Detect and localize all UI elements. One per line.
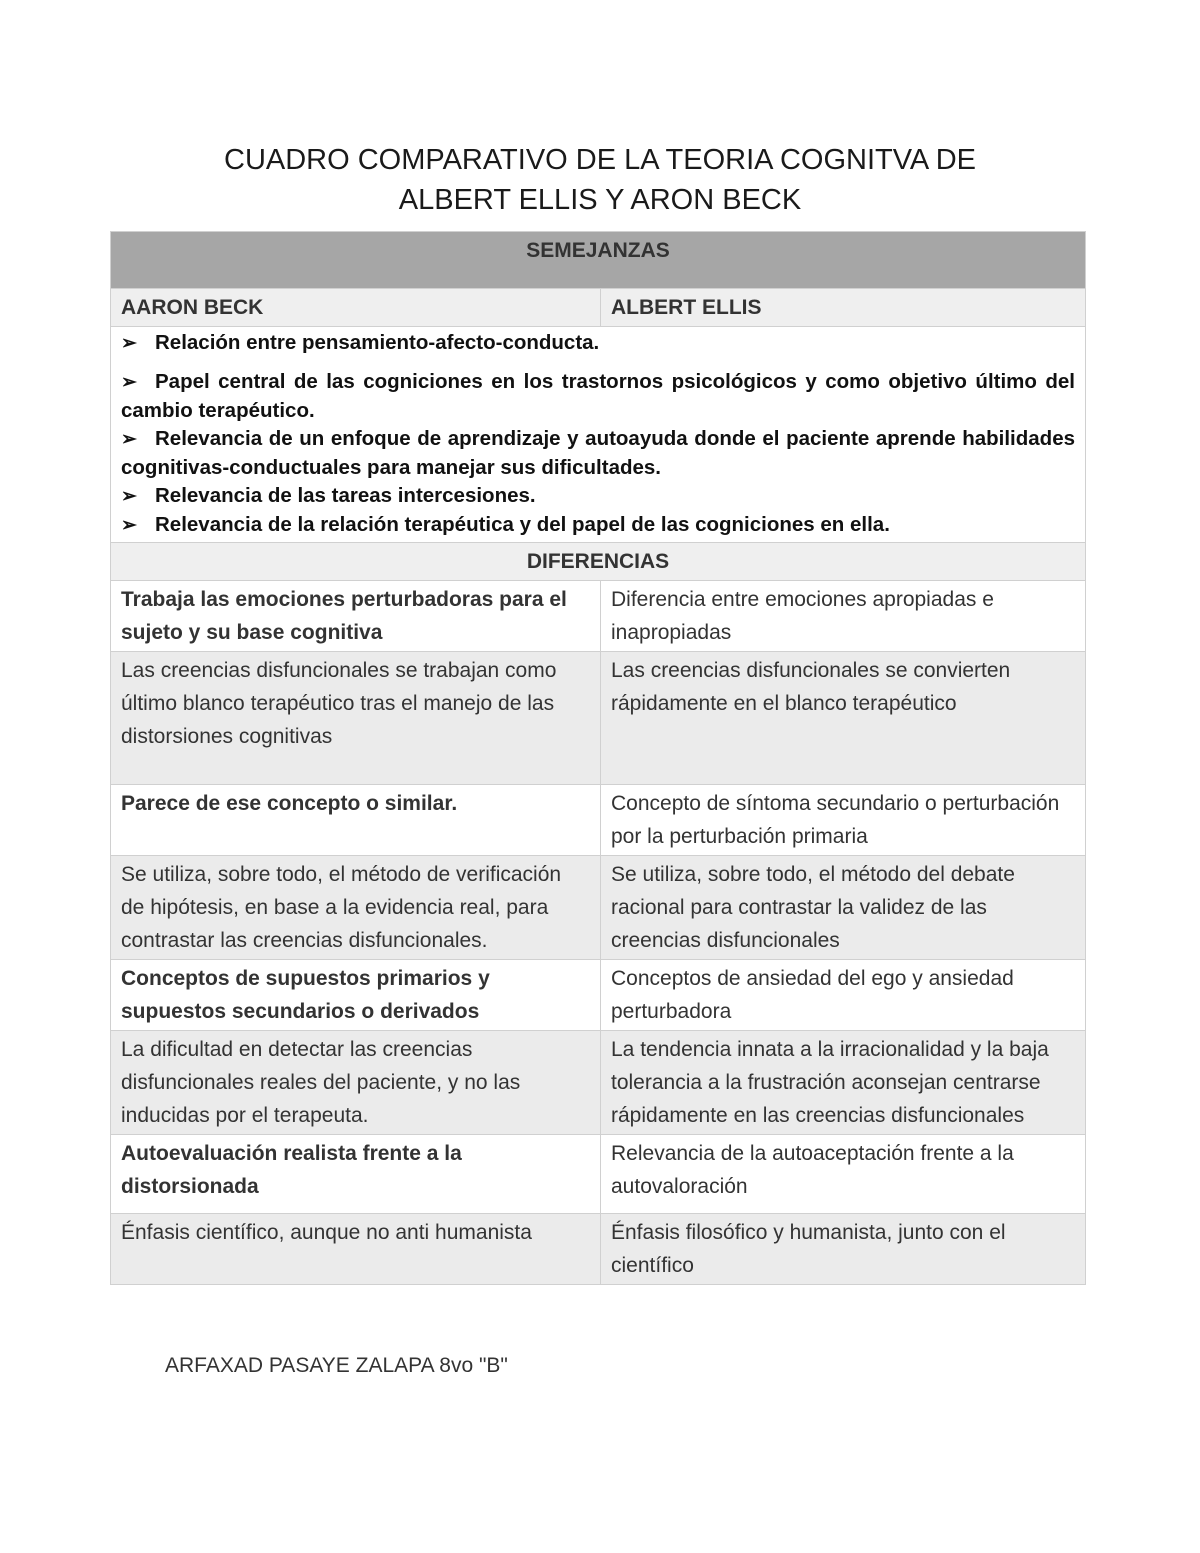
table-row [111, 1031, 1086, 1135]
semejanzas-list [111, 327, 1086, 543]
table-row [111, 652, 1086, 785]
arrow-bullet-icon: ➢ [121, 333, 137, 354]
ellis-cell: Énfasis filosófico y humanista, junto con el científico [601, 1214, 1086, 1285]
beck-cell: Conceptos de supuestos primarios y supuestos secundarios o derivados [111, 960, 601, 1031]
column-header-ellis: ALBERT ELLIS [601, 289, 1086, 327]
table-row [111, 1214, 1086, 1285]
comparison-table [110, 231, 1086, 1285]
ellis-cell: Relevancia de la autoaceptación frente a la autovaloración [601, 1135, 1086, 1214]
semejanza-text: Papel central de las cogniciones en los trastornos psicológicos y como objetivo último del cambio terapéutico. [121, 370, 1075, 422]
ellis-cell: Concepto de síntoma secundario o perturbación por la perturbación primaria [601, 785, 1086, 856]
ellis-cell: Conceptos de ansiedad del ego y ansiedad perturbadora [601, 960, 1086, 1031]
beck-cell: Las creencias disfuncionales se trabajan como último blanco terapéutico tras el manejo de las distorsiones cognitivas [111, 652, 601, 785]
arrow-bullet-icon: ➢ [121, 515, 137, 536]
column-header-beck: AARON BECK [111, 289, 601, 327]
beck-cell: Parece de ese concepto o similar. [111, 785, 601, 856]
ellis-cell: Diferencia entre emociones apropiadas e inapropiadas [601, 581, 1086, 652]
table-row [111, 1135, 1086, 1214]
semejanza-item [121, 482, 1075, 511]
table-row [111, 856, 1086, 960]
semejanza-item [121, 511, 1075, 540]
table-row [111, 960, 1086, 1031]
semejanzas-header: SEMEJANZAS [111, 232, 1086, 289]
arrow-bullet-icon: ➢ [121, 486, 137, 507]
table-row [111, 581, 1086, 652]
table-row [111, 785, 1086, 856]
semejanza-item [121, 425, 1075, 482]
diferencias-header: DIFERENCIAS [111, 543, 1086, 581]
ellis-cell: Las creencias disfuncionales se convierten rápidamente en el blanco terapéutico [601, 652, 1086, 785]
ellis-cell: Se utiliza, sobre todo, el método del debate racional para contrastar la validez de las creencias disfuncionales [601, 856, 1086, 960]
arrow-bullet-icon: ➢ [121, 372, 137, 393]
semejanza-item [121, 368, 1075, 425]
semejanza-text: Relevancia de un enfoque de aprendizaje y autoayuda donde el paciente aprende habilidades cognitivas-conductuales para manejar sus dificultades. [121, 427, 1075, 479]
document-title [0, 140, 1200, 220]
beck-cell: Trabaja las emociones perturbadoras para el sujeto y su base cognitiva [111, 581, 601, 652]
title-line-1: CUADRO COMPARATIVO DE LA TEORIA COGNITVA DE [224, 144, 976, 176]
beck-cell: Autoevaluación realista frente a la distorsionada [111, 1135, 601, 1214]
author-footer: ARFAXAD PASAYE ZALAPA 8vo "B" [165, 1354, 508, 1377]
beck-cell: Énfasis científico, aunque no anti humanista [111, 1214, 601, 1285]
title-line-2: ALBERT ELLIS Y ARON BECK [398, 184, 802, 216]
beck-cell: Se utiliza, sobre todo, el método de verificación de hipótesis, en base a la evidencia real, para contrastar las creencias disfuncionales. [111, 856, 601, 960]
semejanza-item [121, 329, 1075, 358]
semejanza-text: Relevancia de la relación terapéutica y del papel de las cogniciones en ella. [155, 513, 890, 536]
semejanza-text: Relación entre pensamiento-afecto-conducta. [155, 331, 600, 354]
ellis-cell: La tendencia innata a la irracionalidad y la baja tolerancia a la frustración aconsejan centrarse rápidamente en las creencias disfuncionales [601, 1031, 1086, 1135]
semejanza-text: Relevancia de las tareas intercesiones. [155, 484, 536, 507]
arrow-bullet-icon: ➢ [121, 429, 137, 450]
beck-cell: La dificultad en detectar las creencias disfuncionales reales del paciente, y no las inducidas por el terapeuta. [111, 1031, 601, 1135]
